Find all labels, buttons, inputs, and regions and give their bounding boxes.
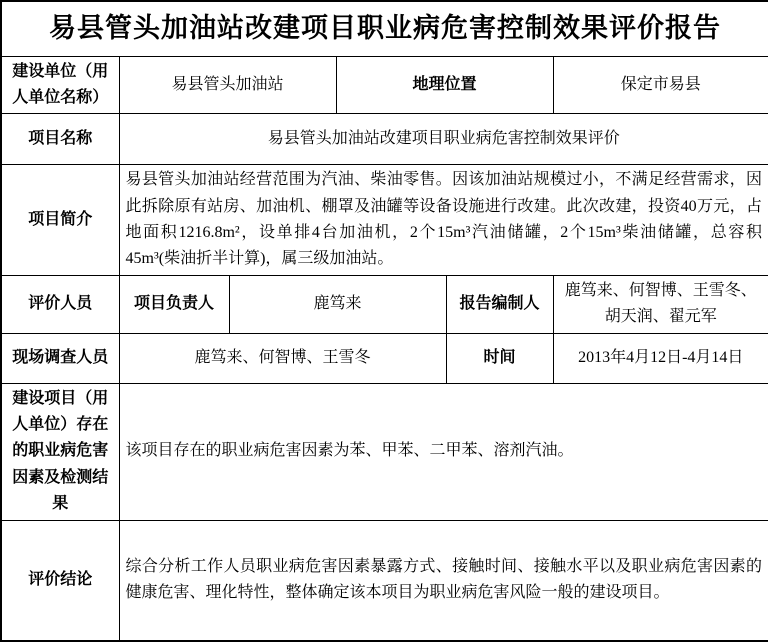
hazard-factors-value: 该项目存在的职业病危害因素为苯、甲苯、二甲苯、溶剂汽油。 — [119, 383, 768, 520]
location-label: 地理位置 — [336, 56, 553, 114]
project-leader-value: 鹿笃来 — [229, 275, 446, 333]
project-name-row — [1, 114, 768, 165]
conclusion-row — [1, 520, 768, 641]
time-value: 2013年4月12日-4月14日 — [553, 333, 768, 383]
project-brief-label: 项目简介 — [1, 165, 119, 276]
project-name-label: 项目名称 — [1, 114, 119, 165]
evaluators-row — [1, 275, 768, 333]
time-label: 时间 — [446, 333, 553, 383]
site-investigators-value: 鹿笃来、何智博、王雪冬 — [119, 333, 446, 383]
construction-unit-row — [1, 56, 768, 114]
conclusion-label: 评价结论 — [1, 520, 119, 641]
title-row — [1, 1, 768, 56]
location-value: 保定市易县 — [553, 56, 768, 114]
project-name-value: 易县管头加油站改建项目职业病危害控制效果评价 — [119, 114, 768, 165]
construction-unit-value: 易县管头加油站 — [119, 56, 336, 114]
conclusion-value: 综合分析工作人员职业病危害因素暴露方式、接触时间、接触水平以及职业病危害因素的健康危害、理化特性，整体确定该本项目为职业病危害风险一般的建设项目。 — [119, 520, 768, 641]
project-brief-value: 易县管头加油站经营范围为汽油、柴油零售。因该加油站规模过小，不满足经营需求，因此拆除原有站房、加油机、棚罩及油罐等设备设施进行改建。此次改建，投资40万元，占地面积1216.8m²，设单排4台加油机，2个15m³汽油储罐，2个15m³柴油储罐，总容积45m³(柴油折半计算)，属三级加油站。 — [119, 165, 768, 276]
project-brief-row — [1, 165, 768, 276]
hazard-factors-label: 建设项目（用人单位）存在的职业病危害因素及检测结果 — [1, 383, 119, 520]
report-title: 易县管头加油站改建项目职业病危害控制效果评价报告 — [1, 1, 768, 56]
project-leader-label: 项目负责人 — [119, 275, 229, 333]
evaluators-label: 评价人员 — [1, 275, 119, 333]
site-investigators-label: 现场调查人员 — [1, 333, 119, 383]
construction-unit-label: 建设单位（用人单位名称） — [1, 56, 119, 114]
report-compilers-value: 鹿笃来、何智博、王雪冬、胡天润、翟元军 — [553, 275, 768, 333]
site-investigators-row — [1, 333, 768, 383]
hazard-factors-row — [1, 383, 768, 520]
report-compilers-label: 报告编制人 — [446, 275, 553, 333]
